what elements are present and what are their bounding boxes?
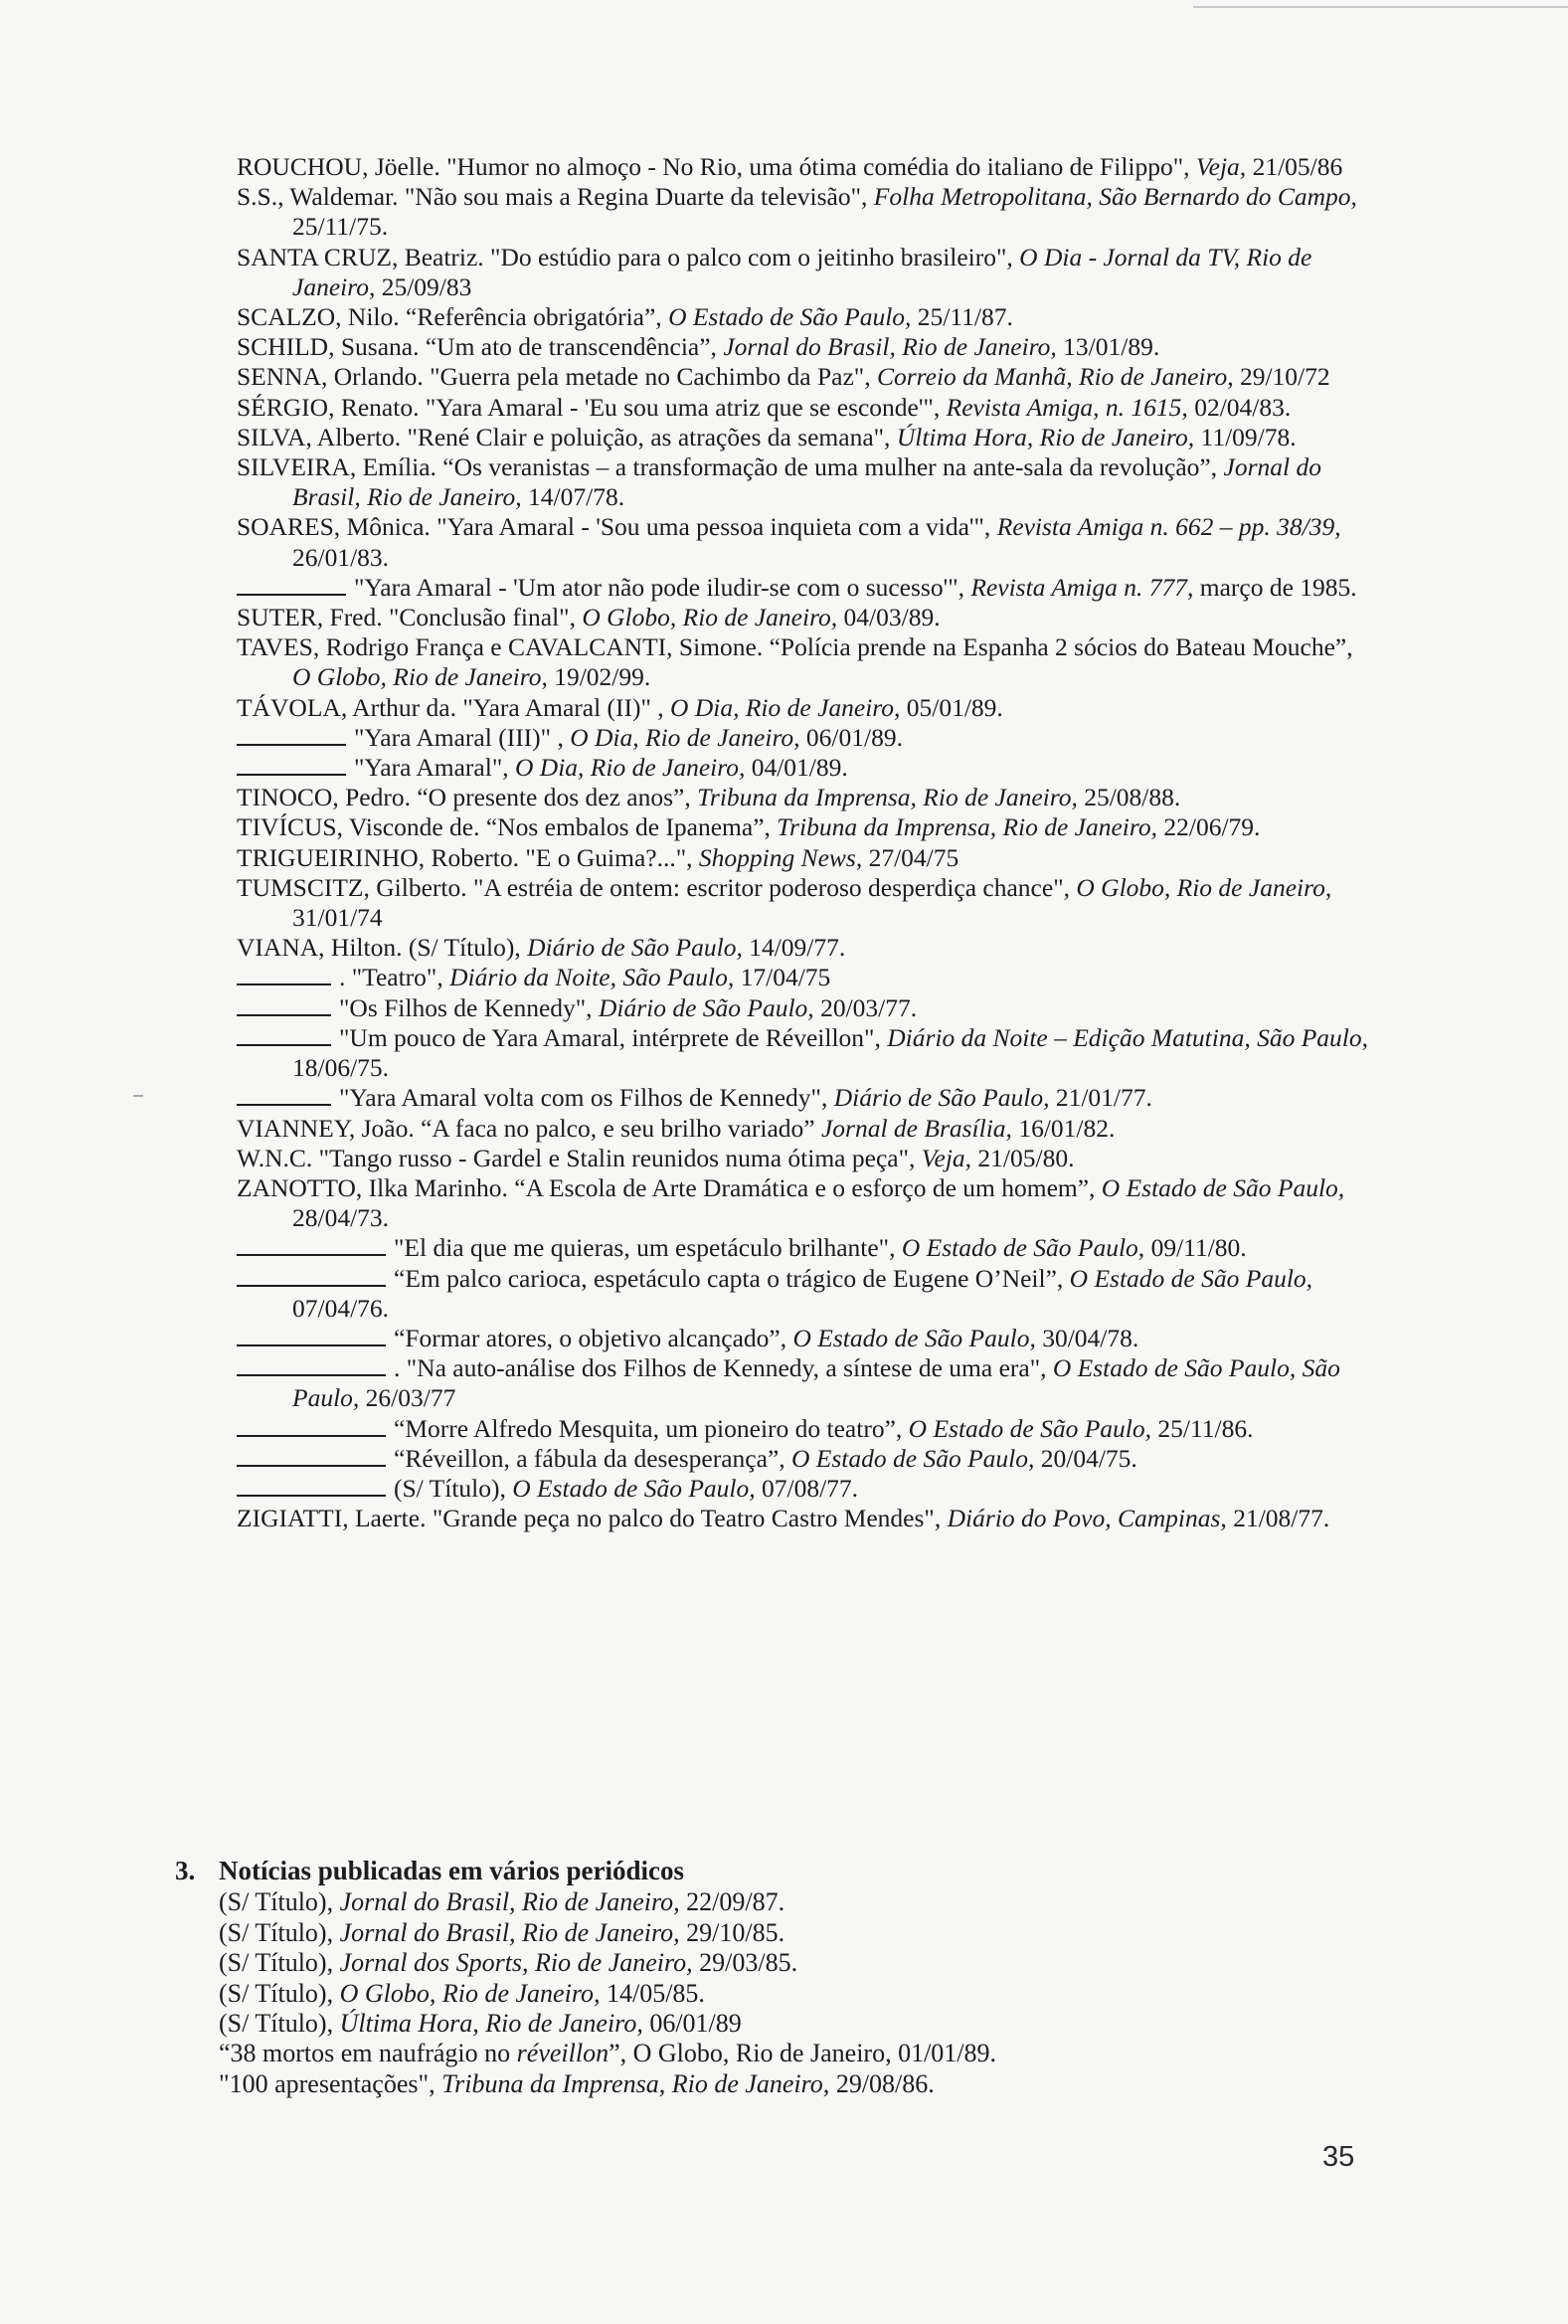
citation-publication: O Estado de São Paulo, São Paulo, [292, 1353, 1340, 1413]
citation-publication: Tribuna da Imprensa, Rio de Janeiro, [777, 812, 1157, 842]
citation-title: TAVES, Rodrigo França e CAVALCANTI, Simone. “Polícia prende na Espanha 2 sócios do Bateau Mouche”, [237, 632, 1353, 662]
bibliography-entry [237, 182, 1372, 242]
citation-date: 16/01/82. [1011, 1113, 1116, 1143]
citation-date: 20/04/75. [1034, 1443, 1137, 1473]
bibliography-entry [237, 812, 1372, 842]
citation-date: 02/04/83. [1187, 392, 1292, 422]
citation-publication: Folha Metropolitana, São Bernardo do Campo, [873, 182, 1357, 212]
citation-title: (S/ Título), [219, 2009, 340, 2039]
citation-publication: Jornal de Brasília, [820, 1113, 1012, 1143]
bibliography-entry [237, 573, 1372, 603]
citation-date: 26/01/83. [292, 542, 390, 572]
repeat-author-rule [237, 1445, 386, 1467]
bibliography-entry [237, 1324, 1372, 1353]
citation-date: 13/01/89. [1056, 332, 1160, 362]
citation-title: ROUCHOU, Jöelle. "Humor no almoço - No Rio, uma ótima comédia do italiano de Filippo", [237, 152, 1196, 181]
citation-publication: Última Hora, Rio de Janeiro, [339, 2009, 643, 2039]
bibliography-list [237, 152, 1372, 1533]
citation-date: 25/11/87. [911, 302, 1013, 332]
citation-publication: O Dia, Rio de Janeiro, [570, 722, 800, 752]
section-heading [175, 1856, 1348, 1885]
citation-date: 21/08/77. [1226, 1504, 1330, 1533]
news-entry [219, 2069, 1348, 2099]
citation-date: 21/05/86 [1246, 152, 1343, 181]
citation-date: 25/11/86. [1151, 1413, 1254, 1443]
bibliography-entry [237, 452, 1372, 512]
repeat-author-rule [237, 994, 331, 1016]
citation-title: “Réveillon, a fábula da desesperança”, [394, 1443, 792, 1473]
citation-publication: Diário de São Paulo, [833, 1083, 1050, 1113]
citation-title: “38 mortos em naufrágio no [219, 2039, 517, 2068]
news-entry [219, 2009, 1348, 2039]
news-entry [219, 1948, 1348, 1978]
repeat-author-rule [237, 1354, 386, 1376]
citation-title: “Em palco carioca, espetáculo capta o trágico de Eugene O’Neil”, [394, 1263, 1070, 1293]
bibliography-entry [237, 1144, 1372, 1173]
repeat-author-rule [237, 754, 346, 776]
bibliography-entry [237, 783, 1372, 812]
citation-title: (S/ Título), [394, 1473, 513, 1503]
citation-date: 25/08/88. [1077, 783, 1181, 812]
repeat-author-rule [237, 1475, 386, 1497]
citation-publication: réveillon [516, 2039, 610, 2068]
citation-date: 25/09/83 [375, 271, 472, 301]
bibliography-entry [237, 332, 1372, 362]
bibliography-entry [237, 632, 1372, 692]
bibliography-entry [237, 753, 1372, 783]
citation-title: (S/ Título), [219, 1948, 340, 1978]
citation-date: 20/03/77. [813, 992, 918, 1022]
bibliography-entry [237, 933, 1372, 963]
citation-title: "Yara Amaral - 'Um ator não pode iludir-se com o sucesso'", [354, 572, 971, 602]
citation-title: ZANOTTO, Ilka Marinho. “A Escola de Arte Dramática e o esforço de um homem”, [237, 1172, 1102, 1202]
citation-title: "Yara Amaral (III)" , [354, 722, 571, 752]
citation-title: TUMSCITZ, Gilberto. "A estréia de ontem: escritor poderoso desperdiça chance", [237, 872, 1077, 902]
citation-date: 17/04/75 [734, 963, 831, 992]
citation-date: 22/09/87. [679, 1887, 785, 1917]
citation-date: 14/09/77. [742, 933, 846, 963]
citation-title: (S/ Título), [219, 1887, 340, 1917]
citation-publication: Revista Amiga n. 777, [970, 572, 1194, 602]
repeat-author-rule [237, 574, 346, 596]
citation-title: "El dia que me quieras, um espetáculo brilhante", [394, 1233, 902, 1263]
citation-date: 29/03/85. [692, 1948, 798, 1978]
citation-title: SENNA, Orlando. "Guerra pela metade no Cachimbo da Paz", [237, 362, 877, 392]
citation-title: SANTA CRUZ, Beatriz. "Do estúdio para o palco com o jeitinho brasileiro", [237, 242, 1020, 271]
citation-publication: O Globo, Rio de Janeiro, [292, 662, 548, 692]
citation-date: 26/03/77 [359, 1383, 456, 1413]
citation-publication: O Globo, Rio de Janeiro, [339, 1978, 601, 2008]
citation-date: 29/10/72 [1233, 362, 1330, 392]
news-entry [219, 1887, 1348, 1917]
citation-date: 05/01/89. [900, 692, 1003, 722]
citation-publication: Revista Amiga, n. 1615, [946, 392, 1188, 422]
citation-title: SCHILD, Susana. “Um ato de transcendência”, [237, 332, 724, 362]
citation-date: ”, O Globo, Rio de Janeiro, 01/01/89. [609, 2039, 997, 2068]
citation-publication: Jornal do Brasil, Rio de Janeiro, [723, 332, 1057, 362]
citation-title: "100 apresentações", [219, 2068, 442, 2098]
repeat-author-rule [237, 1234, 386, 1256]
bibliography-entry [237, 1504, 1372, 1533]
citation-title: (S/ Título), [219, 1917, 340, 1947]
scan-edge-line [1193, 6, 1568, 8]
citation-date: 07/08/77. [755, 1473, 859, 1503]
citation-title: TINOCO, Pedro. “O presente dos dez anos”, [237, 783, 698, 812]
repeat-author-rule [237, 964, 331, 985]
bibliography-entry [237, 243, 1372, 302]
citation-title: SUTER, Fred. "Conclusão final", [237, 603, 583, 632]
citation-date: 21/01/77. [1049, 1083, 1152, 1113]
citation-title: . "Teatro", [339, 963, 450, 992]
bibliography-entry [237, 843, 1372, 873]
citation-date: 04/03/89. [837, 603, 941, 632]
bibliography-entry [237, 393, 1372, 423]
bibliography-entry [237, 1023, 1372, 1083]
citation-date: 30/04/78. [1035, 1323, 1139, 1352]
citation-date: 29/10/85. [679, 1917, 785, 1947]
citation-title: VIANNEY, João. “A faca no palco, e seu brilho variado” [237, 1113, 821, 1143]
repeat-author-rule [237, 1084, 331, 1106]
citation-publication: Jornal dos Sports, Rio de Janeiro, [339, 1948, 693, 1978]
bibliography-entry [237, 512, 1372, 572]
citation-title: SOARES, Mônica. "Yara Amaral - 'Sou uma pessoa inquieta com a vida'", [237, 512, 997, 542]
citation-publication: Diário do Povo, Campinas, [947, 1504, 1227, 1533]
citation-publication: O Estado de São Paulo, [792, 1323, 1036, 1352]
citation-publication: O Globo, Rio de Janeiro, [1076, 872, 1332, 902]
bibliography-entry [237, 1444, 1372, 1474]
bibliography-entry [237, 873, 1372, 933]
citation-title: "Yara Amaral volta com os Filhos de Kennedy", [339, 1083, 834, 1113]
repeat-author-rule [237, 1024, 331, 1046]
citation-title: “Morre Alfredo Mesquita, um pioneiro do teatro”, [394, 1413, 909, 1443]
section-3 [175, 1856, 1348, 2099]
citation-publication: Jornal do Brasil, Rio de Janeiro, [339, 1917, 680, 1947]
bibliography-entry [237, 302, 1372, 332]
bibliography-entry [237, 1233, 1372, 1263]
citation-publication: Veja, [921, 1143, 972, 1172]
repeat-author-rule [237, 1325, 386, 1346]
citation-title: . "Na auto-análise dos Filhos de Kennedy, a síntese de uma era", [394, 1353, 1053, 1383]
citation-publication: O Estado de São Paulo, [791, 1443, 1035, 1473]
bibliography-entry [237, 1083, 1372, 1113]
citation-title: “Formar atores, o objetivo alcançado”, [394, 1323, 793, 1352]
citation-publication: O Dia, Rio de Janeiro, [515, 753, 746, 783]
bibliography-entry [237, 693, 1372, 723]
margin-mark [133, 1095, 143, 1097]
citation-title: ZIGIATTI, Laerte. "Grande peça no palco do Teatro Castro Mendes", [237, 1504, 948, 1533]
citation-publication: Correio da Manhã, Rio de Janeiro, [876, 362, 1234, 392]
citation-publication: Última Hora, Rio de Janeiro, [896, 422, 1195, 451]
bibliography-entry [237, 1414, 1372, 1444]
citation-title: S.S., Waldemar. "Não sou mais a Regina Duarte da televisão", [237, 182, 874, 212]
bibliography-entry [237, 993, 1372, 1023]
citation-title: SCALZO, Nilo. “Referência obrigatória”, [237, 302, 669, 332]
citation-date: 21/05/80. [971, 1143, 1075, 1172]
bibliography-entry [237, 603, 1372, 632]
citation-publication: Shopping News, [698, 842, 863, 872]
citation-date: 25/11/75. [292, 212, 389, 242]
citation-title: TRIGUEIRINHO, Roberto. "E o Guima?...", [237, 842, 699, 872]
citation-publication: Diário de São Paulo, [527, 933, 743, 963]
repeat-author-rule [237, 1415, 386, 1437]
citation-date: 04/01/89. [745, 753, 848, 783]
repeat-author-rule [237, 724, 346, 746]
citation-publication: O Estado de São Paulo, [901, 1233, 1145, 1263]
section-title: Notícias publicadas em vários periódicos [219, 1856, 685, 1885]
bibliography-entry [237, 1264, 1372, 1324]
section-number: 3. [175, 1856, 196, 1885]
citation-publication: Diário da Noite – Edição Matutina, São Paulo, [887, 1022, 1368, 1052]
citation-title: TIVÍCUS, Visconde de. “Nos embalos de Ipanema”, [237, 812, 778, 842]
citation-publication: O Dia, Rio de Janeiro, [670, 692, 901, 722]
citation-date: 18/06/75. [292, 1053, 390, 1083]
citation-title: SÉRGIO, Renato. "Yara Amaral - 'Eu sou uma atriz que se esconde'", [237, 392, 947, 422]
news-list [175, 1887, 1348, 2099]
citation-date: 07/04/76. [292, 1293, 390, 1323]
citation-date: 31/01/74 [292, 903, 383, 933]
news-entry [219, 1979, 1348, 2009]
citation-title: (S/ Título), [219, 1978, 340, 2008]
repeat-author-rule [237, 1265, 386, 1287]
citation-date: 14/07/78. [521, 482, 625, 512]
citation-date: 19/02/99. [547, 662, 651, 692]
bibliography-entry [237, 1114, 1372, 1144]
bibliography-entry [237, 963, 1372, 992]
citation-publication: O Estado de São Paulo, [1069, 1263, 1313, 1293]
citation-title: SILVEIRA, Emília. “Os veranistas – a transformação de uma mulher na ante-sala da revolução”, [237, 452, 1224, 482]
citation-publication: O Globo, Rio de Janeiro, [582, 603, 838, 632]
citation-title: "Um pouco de Yara Amaral, intérprete de Réveillon", [339, 1022, 888, 1052]
citation-title: "Yara Amaral", [354, 753, 515, 783]
bibliography-entry [237, 1353, 1372, 1413]
citation-date: 14/05/85. [600, 1978, 705, 2008]
citation-publication: O Estado de São Paulo, [1101, 1172, 1345, 1202]
bibliography-entry [237, 1173, 1372, 1233]
citation-date: 06/01/89 [642, 2009, 742, 2039]
citation-publication: O Estado de São Paulo, [908, 1413, 1152, 1443]
citation-publication: Jornal do Brasil, Rio de Janeiro, [292, 452, 1321, 512]
bibliography-entry [237, 423, 1372, 452]
citation-publication: Diário de São Paulo, [598, 992, 814, 1022]
citation-publication: Jornal do Brasil, Rio de Janeiro, [339, 1887, 680, 1917]
citation-title: SILVA, Alberto. "René Clair e poluição, as atrações da semana", [237, 422, 897, 451]
bibliography-entry [237, 362, 1372, 392]
citation-date: 11/09/78. [1194, 422, 1297, 451]
citation-date: 09/11/80. [1144, 1233, 1247, 1263]
page-number: 35 [1322, 2141, 1355, 2173]
news-entry [219, 2039, 1348, 2068]
citation-date: 22/06/79. [1157, 812, 1261, 842]
bibliography-entry [237, 1474, 1372, 1504]
citation-date: 06/01/89. [799, 722, 903, 752]
citation-date: março de 1985. [1193, 572, 1357, 602]
bibliography-entry [237, 723, 1372, 753]
bibliography-entry [237, 152, 1372, 182]
citation-publication: Tribuna da Imprensa, Rio de Janeiro, [441, 2068, 830, 2098]
citation-publication: O Estado de São Paulo, [668, 302, 912, 332]
citation-publication: O Dia - Jornal da TV, Rio de Janeiro, [292, 242, 1312, 301]
citation-title: TÁVOLA, Arthur da. "Yara Amaral (II)" , [237, 692, 671, 722]
citation-publication: Diário da Noite, São Paulo, [449, 963, 735, 992]
citation-publication: O Estado de São Paulo, [512, 1473, 756, 1503]
citation-title: "Os Filhos de Kennedy", [339, 992, 599, 1022]
citation-date: 28/04/73. [292, 1203, 390, 1233]
citation-publication: Veja, [1195, 152, 1247, 181]
citation-title: W.N.C. "Tango russo - Gardel e Stalin reunidos numa ótima peça", [237, 1143, 922, 1172]
citation-title: VIANA, Hilton. (S/ Título), [237, 933, 528, 963]
citation-publication: Tribuna da Imprensa, Rio de Janeiro, [697, 783, 1078, 812]
news-entry [219, 1918, 1348, 1948]
citation-date: 29/08/86. [829, 2068, 935, 2098]
citation-date: 27/04/75 [862, 842, 959, 872]
citation-publication: Revista Amiga n. 662 – pp. 38/39, [996, 512, 1341, 542]
